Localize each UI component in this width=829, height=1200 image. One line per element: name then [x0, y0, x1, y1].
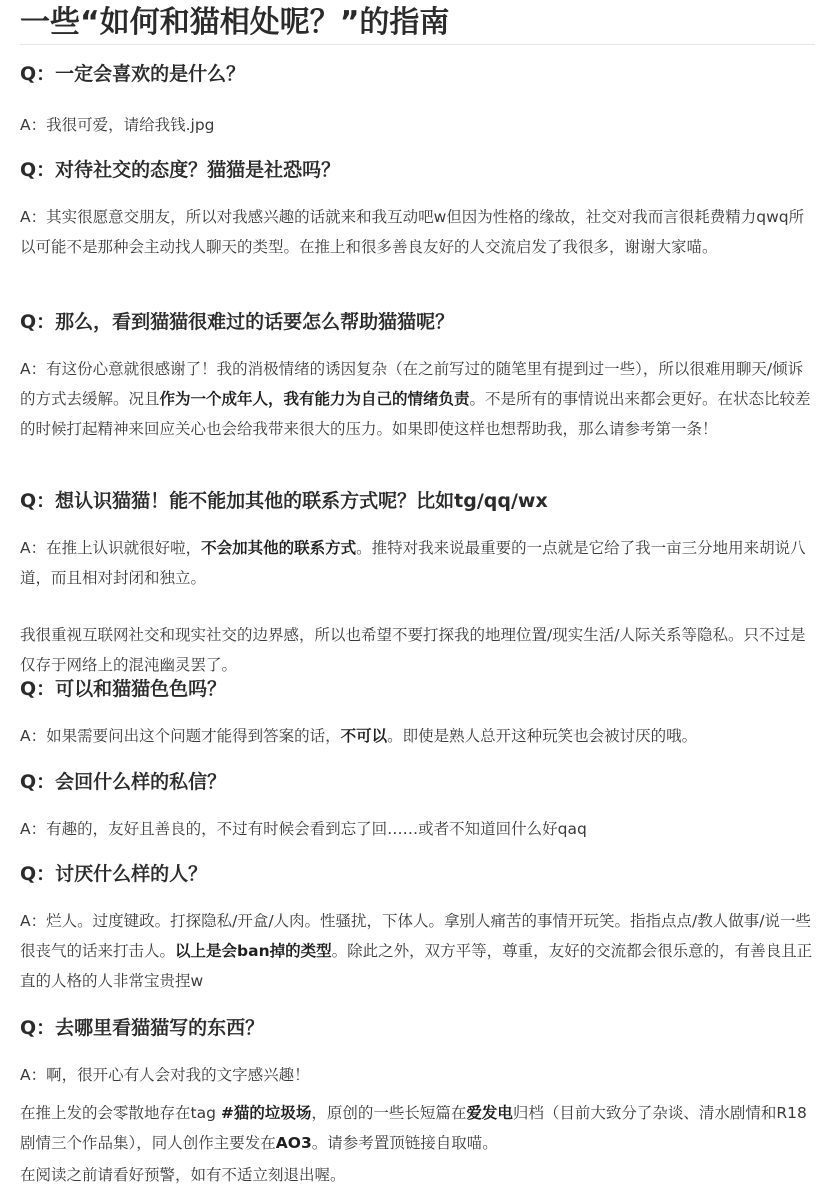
- faq-question: Q：可以和猫猫色色吗？: [20, 678, 227, 700]
- bold-text: #猫的垃圾场: [220, 1104, 312, 1122]
- faq-answer-paragraph: [20, 1060, 815, 1090]
- text-segment: 。即使是熟人总开这种玩笑也会被讨厌的哦。: [387, 727, 698, 745]
- text-segment: A：在推上认识就很好啦，: [20, 539, 202, 557]
- faq-answer-paragraph: [20, 202, 815, 262]
- text-segment: A：有趣的，友好且善良的，不过有时候会看到忘了回……或者不知道回什么好qaq: [20, 820, 587, 838]
- faq-answer-paragraph: [20, 1160, 815, 1190]
- faq-question: Q：一定会喜欢的是什么？: [20, 63, 246, 85]
- text-segment: A：啊，很开心有人会对我的文字感兴趣！: [20, 1066, 310, 1084]
- text-segment: 。请参考置顶链接自取喵。: [311, 1134, 498, 1152]
- faq-answer-paragraph: [20, 620, 815, 680]
- faq-question: Q：去哪里看猫猫写的东西？: [20, 1017, 265, 1039]
- text-segment: 归档（目前大致分了杂谈、清水剧情和R18剧情三个作品集），同人创作主要发在: [20, 1104, 807, 1152]
- faq-question: Q：对待社交的态度？猫猫是社恐吗？: [20, 159, 341, 181]
- bold-text: 不会加其他的联系方式: [201, 539, 357, 557]
- faq-answer-paragraph: [20, 533, 815, 593]
- faq-question: Q：那么，看到猫猫很难过的话要怎么帮助猫猫呢？: [20, 311, 455, 333]
- faq-answer-paragraph: [20, 721, 815, 751]
- text-segment: A：如果需要问出这个问题才能得到答案的话，: [20, 727, 341, 745]
- faq-answer-paragraph: [20, 814, 815, 844]
- faq-answer-paragraph: [20, 354, 815, 444]
- text-segment: 我很重视互联网社交和现实社交的边界感，所以也希望不要打探我的地理位置/现实生活/人际关系等隐私。只不过是仅存于网络上的混沌幽灵罢了。: [20, 626, 806, 674]
- text-segment: A：我很可爱，请给我钱.jpg: [20, 116, 215, 134]
- text-segment: 在推上发的会零散地存在tag: [20, 1104, 221, 1122]
- faq-question: Q：想认识猫猫！能不能加其他的联系方式呢？比如tg/qq/wx: [20, 490, 548, 512]
- faq-answer-paragraph: [20, 1098, 815, 1158]
- text-segment: 在阅读之前请看好预警，如有不适立刻退出喔。: [20, 1166, 346, 1184]
- bold-text: 不可以: [340, 727, 388, 745]
- text-segment: 。不是所有的事情说出来都会更好。在状态比较差的时候打起精神来回应关心也会给我带来很大的压力。如果即使这样也想帮助我，那么请参考第一条！: [20, 390, 811, 438]
- text-segment: 。推特对我来说最重要的一点就是它给了我一亩三分地用来胡说八道，而且相对封闭和独立。: [20, 539, 806, 587]
- faq-answer-paragraph: [20, 906, 815, 996]
- bold-text: AO3: [275, 1134, 312, 1152]
- text-segment: ，原创的一些长短篇在: [311, 1104, 467, 1122]
- text-segment: A：其实很愿意交朋友，所以对我感兴趣的话就来和我互动吧w但因为性格的缘故，社交对我而言很耗费精力qwq所以可能不是那种会主动找人聊天的类型。在推上和很多善良友好的人交流启发了我很多，谢谢大家喵。: [20, 208, 805, 256]
- text-segment: 。除此之外，双方平等，尊重，友好的交流都会很乐意的，有善良且正直的人格的人非常宝贵捏w: [20, 942, 813, 990]
- page-title: 一些“如何和猫相处呢？”的指南: [20, 0, 815, 45]
- faq-answer-paragraph: [20, 110, 815, 140]
- faq-question: Q：会回什么样的私信？: [20, 771, 227, 793]
- text-segment: A：有这份心意就很感谢了！我的消极情绪的诱因复杂（在之前写过的随笔里有提到过一些），所以很难用聊天/倾诉的方式去缓解。况且: [20, 360, 804, 408]
- text-segment: A：烂人。过度键政。打探隐私/开盒/人肉。性骚扰，下体人。拿别人痛苦的事情开玩笑。指指点点/教人做事/说一些很丧气的话来打击人。: [20, 912, 811, 960]
- bold-text: 爱发电: [466, 1104, 513, 1122]
- bold-text: 以上是会ban掉的类型: [175, 942, 332, 960]
- faq-question: Q：讨厌什么样的人？: [20, 863, 208, 885]
- bold-text: 作为一个成年人，我有能力为自己的情绪负责: [159, 390, 470, 408]
